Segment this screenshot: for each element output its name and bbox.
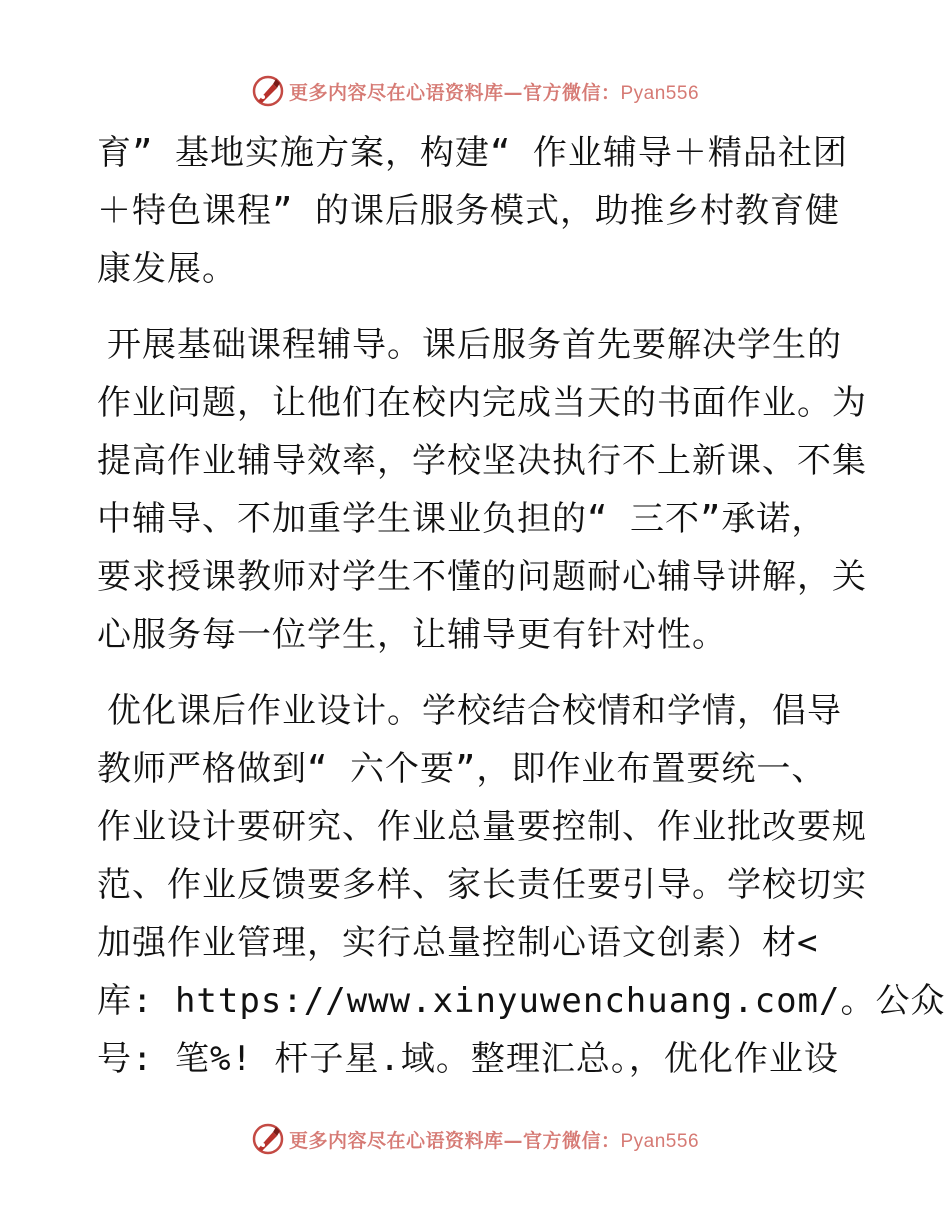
paragraph-3-line-5: 加强作业管理，实行总量控制心语文创素）材< [97, 923, 819, 963]
wechat-handle: Pyan556 [620, 82, 700, 104]
paragraph-2-line-5: 要求授课教师对学生不懂的问题耐心辅导讲解，关 [97, 557, 867, 597]
paragraph-1-line-2: ＋特色课程” 的课后服务模式，助推乡村教育健 [97, 191, 840, 231]
paragraph-3-line-6: 库: https://www.xinyuwenchuang.com/。公众 [97, 981, 946, 1021]
paragraph-1-line-3: 康发展。 [97, 249, 237, 289]
paragraph-3-line-4: 范、作业反馈要多样、家长责任要引导。学校切实 [97, 865, 867, 905]
paragraph-2-line-6: 心服务每一位学生，让辅导更有针对性。 [97, 615, 727, 655]
paragraph-2-line-1: 开展基础课程辅导。课后服务首先要解决学生的 [107, 325, 842, 365]
paragraph-3-line-2: 教师严格做到“ 六个要”，即作业布置要统一、 [97, 749, 827, 789]
pen-nib-logo-icon [251, 74, 285, 108]
header-banner [0, 71, 950, 111]
footer-banner [0, 1119, 950, 1159]
footer-banner-text: 更多内容尽在心语资料库—官方微信：Pyan556 [288, 1129, 700, 1152]
wechat-handle: Pyan556 [620, 1130, 700, 1152]
paragraph-3-line-7: 号: 笔%! 杆子星.域。整理汇总。，优化作业设 [97, 1039, 839, 1079]
paragraph-2-line-2: 作业问题，让他们在校内完成当天的书面作业。为 [97, 383, 867, 423]
paragraph-3-line-3: 作业设计要研究、作业总量要控制、作业批改要规 [97, 807, 867, 847]
document-body [97, 124, 946, 1088]
paragraph-2-line-3: 提高作业辅导效率，学校坚决执行不上新课、不集 [97, 441, 867, 481]
header-banner-text: 更多内容尽在心语资料库—官方微信：Pyan556 [288, 81, 700, 104]
paragraph-1-line-1: 育” 基地实施方案，构建“ 作业辅导＋精品社团 [97, 133, 848, 173]
paragraph-2-line-4: 中辅导、不加重学生课业负担的“ 三不”承诺， [97, 499, 827, 539]
paragraph-3-line-1: 优化课后作业设计。学校结合校情和学情，倡导 [107, 691, 842, 731]
pen-nib-logo-icon [251, 1122, 285, 1156]
